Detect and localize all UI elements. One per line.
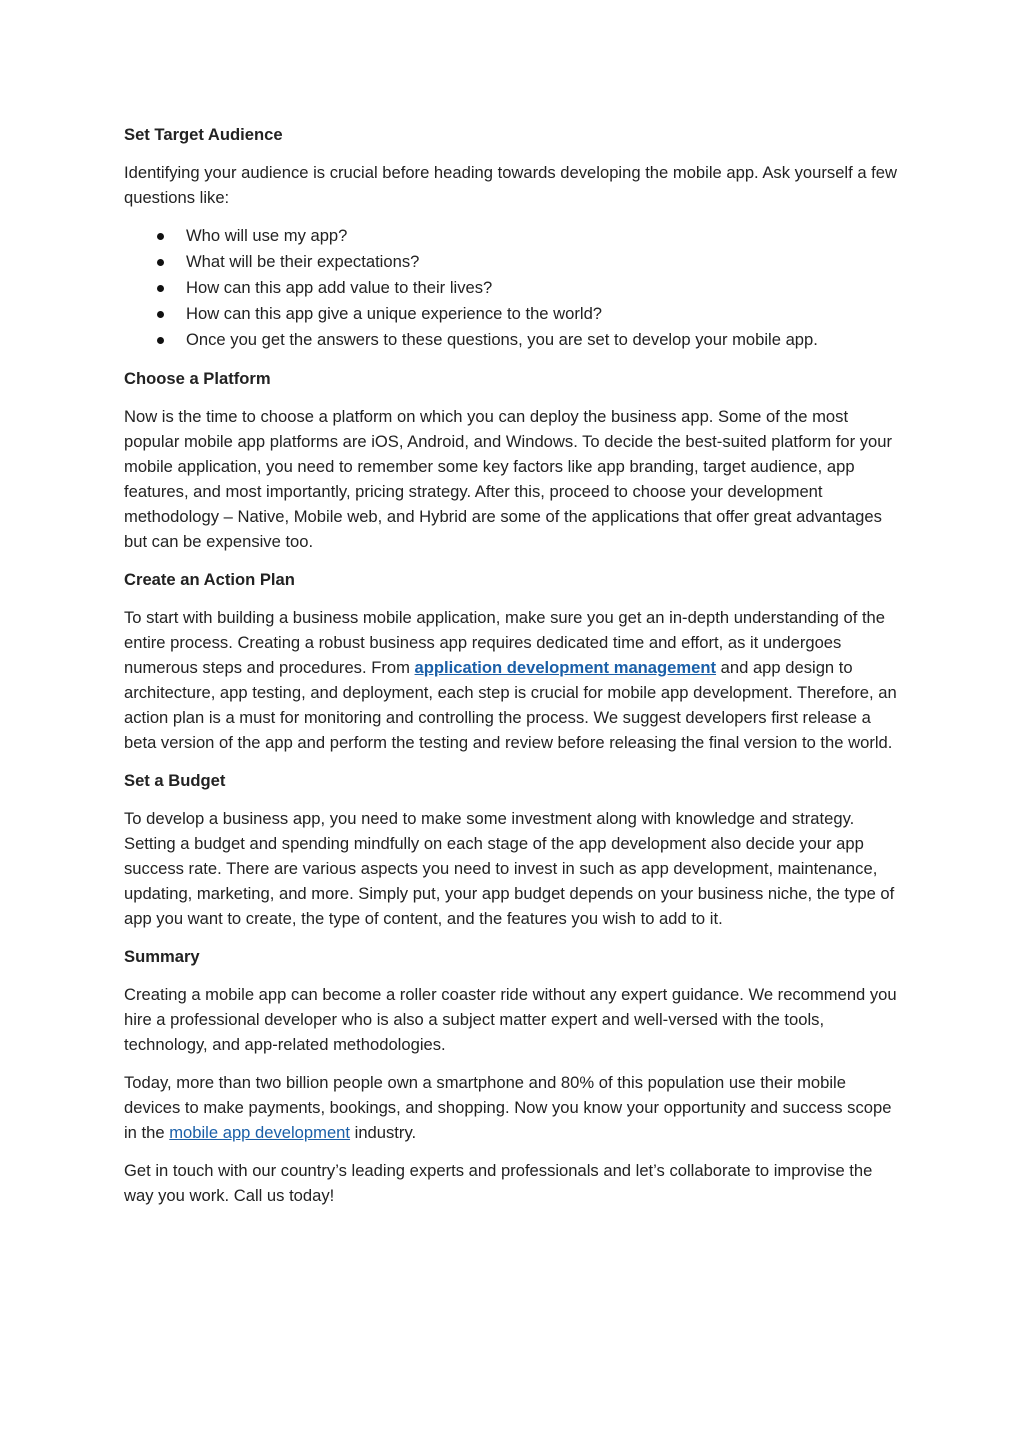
bullet-icon: [157, 285, 164, 292]
summary-paragraph-2: [124, 1070, 904, 1145]
choose-platform-body: Now is the time to choose a platform on which you can deploy the business app. Some of the most popular mobile app platforms are iOS, Android, and Windows. To decide the best-suited platform for your mobile application, you need to remember some key factors like app branding, target audience, app features, and most importantly, pricing strategy. After this, proceed to choose your development methodology – Native, Mobile web, and Hybrid are some of the applications that offer great advantages but can be expensive too.: [124, 407, 893, 551]
target-audience-intro: Identifying your audience is crucial before heading towards developing the mobile app. Ask yourself a few questions like:: [124, 163, 897, 207]
bullet-icon: [157, 233, 164, 240]
bullet-icon: [157, 311, 164, 318]
section-heading-action-plan: Create an Action Plan: [124, 570, 295, 589]
summary-paragraph-1: Creating a mobile app can become a roller coaster ride without any expert guidance. We recommend you hire a professional developer who is also a subject matter expert and well-versed with the tools, technology, and app-related methodologies.: [124, 985, 897, 1054]
list-item: [124, 249, 904, 275]
list-item: [124, 223, 904, 249]
summary-paragraph-3: Get in touch with our country’s leading experts and professionals and let’s collaborate to improvise the way you work. Call us today!: [124, 1161, 873, 1205]
action-plan-body: [124, 605, 904, 755]
list-item-text: How can this app give a unique experience to the world?: [186, 304, 603, 323]
section-heading-budget: Set a Budget: [124, 771, 226, 790]
action-plan-text-before-link: To start with building a business mobile application, make sure you get an in-depth understanding of the entire process. Creating a robust business app requires dedicated time and effort, as it undergoes numerous steps and procedures. From: [124, 608, 886, 677]
summary-text-after-link: industry.: [350, 1123, 417, 1142]
action-plan-text-after-link: and app design to architecture, app testing, and deployment, each step is crucial for mobile app development. Therefore, an action plan is a must for monitoring and controlling the process. We suggest developers first release a beta version of the app and perform the testing and review before releasing the final version to the world.: [124, 658, 897, 752]
list-item: [124, 275, 904, 301]
summary-text-before-link: Today, more than two billion people own a smartphone and 80% of this population use their mobile devices to make payments, bookings, and shopping. Now you know your opportunity and success scope in the: [124, 1073, 892, 1142]
list-item-text: Once you get the answers to these questions, you are set to develop your mobile app.: [186, 330, 818, 349]
list-item-text: How can this app add value to their lives?: [186, 278, 493, 297]
audience-questions-list: [124, 223, 904, 353]
list-item: [124, 327, 904, 353]
document-page: [124, 122, 904, 1221]
list-item: [124, 301, 904, 327]
application-development-management-link[interactable]: application development management: [414, 658, 717, 677]
bullet-icon: [157, 259, 164, 266]
bullet-icon: [157, 337, 164, 344]
budget-body: To develop a business app, you need to make some investment along with knowledge and strategy. Setting a budget and spending mindfully on each stage of the app development also decide your app success rate. There are various aspects you need to invest in such as app development, maintenance, updating, marketing, and more. Simply put, your app budget depends on your business niche, the type of app you want to create, the type of content, and the features you wish to add to it.: [124, 809, 895, 928]
section-heading-target-audience: Set Target Audience: [124, 125, 283, 144]
list-item-text: What will be their expectations?: [186, 252, 420, 271]
list-item-text: Who will use my app?: [186, 226, 348, 245]
section-heading-choose-platform: Choose a Platform: [124, 369, 271, 388]
mobile-app-development-link[interactable]: mobile app development: [169, 1123, 351, 1142]
section-heading-summary: Summary: [124, 947, 200, 966]
